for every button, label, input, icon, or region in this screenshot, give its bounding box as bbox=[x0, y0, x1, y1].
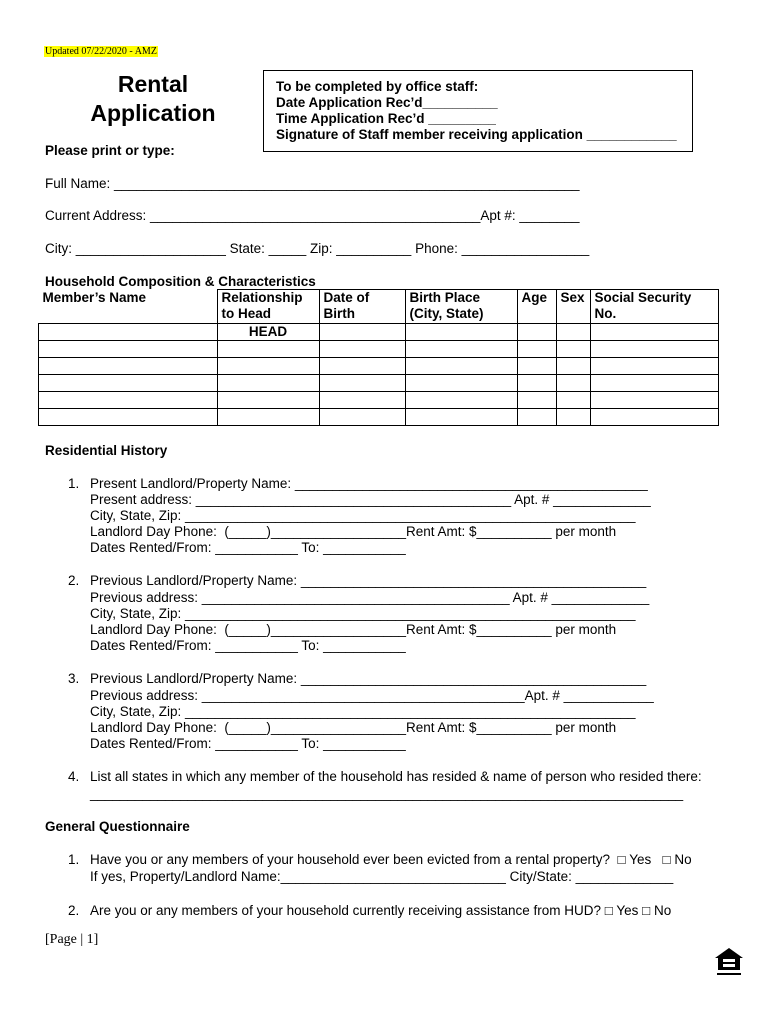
residence-3-dates[interactable]: Dates Rented/From: ___________ To: ___________ bbox=[90, 736, 406, 751]
residential-q4-text: List all states in which any member of the household has resided & name of person who resided there: bbox=[90, 769, 702, 784]
household-table bbox=[38, 289, 719, 426]
page-number: [Page | 1] bbox=[45, 932, 99, 947]
office-time-received: Time Application Rec’d _________ bbox=[276, 111, 496, 126]
col-relationship: Relationship to Head bbox=[217, 290, 319, 324]
residence-3-landlord[interactable]: Previous Landlord/Property Name: ______________________________________________ bbox=[90, 671, 647, 686]
col-social-security: Social Security No. bbox=[590, 290, 718, 324]
form-title bbox=[68, 70, 238, 128]
residence-3-city[interactable]: City, State, Zip: ____________________________________________________________ bbox=[90, 704, 636, 719]
residence-3-address[interactable]: Previous address: ___________________________________________Apt. # ____________ bbox=[90, 688, 654, 703]
residential-q4-number: 4. bbox=[68, 769, 80, 784]
table-row[interactable] bbox=[39, 391, 719, 408]
residence-2-city[interactable]: City, State, Zip: ____________________________________________________________ bbox=[90, 606, 636, 621]
residence-1-address[interactable]: Present address: __________________________________________ Apt. # _____________ bbox=[90, 492, 651, 507]
residence-3-number: 3. bbox=[68, 671, 80, 686]
residential-heading: Residential History bbox=[45, 443, 168, 458]
current-address-field[interactable]: Current Address: ____________________________________________Apt #: ________ bbox=[45, 208, 580, 223]
city-state-zip-phone-field[interactable]: City: ____________________ State: _____ Zip: __________ Phone: _________________ bbox=[45, 241, 590, 256]
residence-1-city[interactable]: City, State, Zip: ____________________________________________________________ bbox=[90, 508, 636, 523]
office-heading: To be completed by office staff: bbox=[276, 79, 479, 94]
col-age: Age bbox=[517, 290, 556, 324]
table-row[interactable] bbox=[39, 323, 719, 340]
table-row[interactable] bbox=[39, 374, 719, 391]
col-sex: Sex bbox=[556, 290, 590, 324]
general-q2-number: 2. bbox=[68, 903, 80, 918]
col-birth-place: Birth Place (City, State) bbox=[405, 290, 517, 324]
equal-housing-logo-icon bbox=[713, 946, 745, 978]
col-members-name: Member’s Name bbox=[39, 290, 218, 324]
general-q2-text[interactable]: Are you or any members of your household currently receiving assistance from HUD? □ Yes □ No bbox=[90, 903, 672, 918]
residential-q4-answer[interactable]: _______________________________________________________________________________ bbox=[90, 786, 684, 801]
print-instruction: Please print or type: bbox=[45, 143, 175, 158]
residence-1-landlord[interactable]: Present Landlord/Property Name: _______________________________________________ bbox=[90, 476, 648, 491]
updated-note: Updated 07/22/2020 - AMZ bbox=[45, 46, 157, 57]
household-heading: Household Composition & Characteristics bbox=[45, 274, 316, 289]
residence-2-address[interactable]: Previous address: _________________________________________ Apt. # _____________ bbox=[90, 590, 650, 605]
general-q1-followup[interactable]: If yes, Property/Landlord Name:______________________________ City/State: _____________ bbox=[90, 869, 674, 884]
residence-2-number: 2. bbox=[68, 573, 80, 588]
table-row[interactable] bbox=[39, 340, 719, 357]
general-q1-number: 1. bbox=[68, 852, 80, 867]
residence-3-phone-rent[interactable]: Landlord Day Phone: (_____)__________________Rent Amt: $__________ per month bbox=[90, 720, 617, 735]
head-label: HEAD bbox=[217, 323, 319, 340]
office-date-received: Date Application Rec’d__________ bbox=[276, 95, 498, 110]
table-row[interactable] bbox=[39, 408, 719, 425]
residence-1-number: 1. bbox=[68, 476, 80, 491]
office-staff-box bbox=[263, 70, 693, 152]
title-line-2: Application bbox=[90, 100, 216, 126]
residence-2-phone-rent[interactable]: Landlord Day Phone: (_____)__________________Rent Amt: $__________ per month bbox=[90, 622, 617, 637]
residence-2-dates[interactable]: Dates Rented/From: ___________ To: ___________ bbox=[90, 638, 406, 653]
residence-1-phone-rent[interactable]: Landlord Day Phone: (_____)__________________Rent Amt: $__________ per month bbox=[90, 524, 617, 539]
col-date-of-birth: Date of Birth bbox=[319, 290, 405, 324]
table-row[interactable] bbox=[39, 357, 719, 374]
general-heading: General Questionnaire bbox=[45, 819, 190, 834]
general-q1-text[interactable]: Have you or any members of your household ever been evicted from a rental property? □ Yes □ No bbox=[90, 852, 692, 867]
residence-2-landlord[interactable]: Previous Landlord/Property Name: ______________________________________________ bbox=[90, 573, 647, 588]
full-name-field[interactable]: Full Name: ______________________________________________________________ bbox=[45, 176, 580, 191]
title-line-1: Rental bbox=[117, 71, 189, 97]
residence-1-dates[interactable]: Dates Rented/From: ___________ To: ___________ bbox=[90, 540, 406, 555]
office-signature: Signature of Staff member receiving application ____________ bbox=[276, 127, 677, 142]
